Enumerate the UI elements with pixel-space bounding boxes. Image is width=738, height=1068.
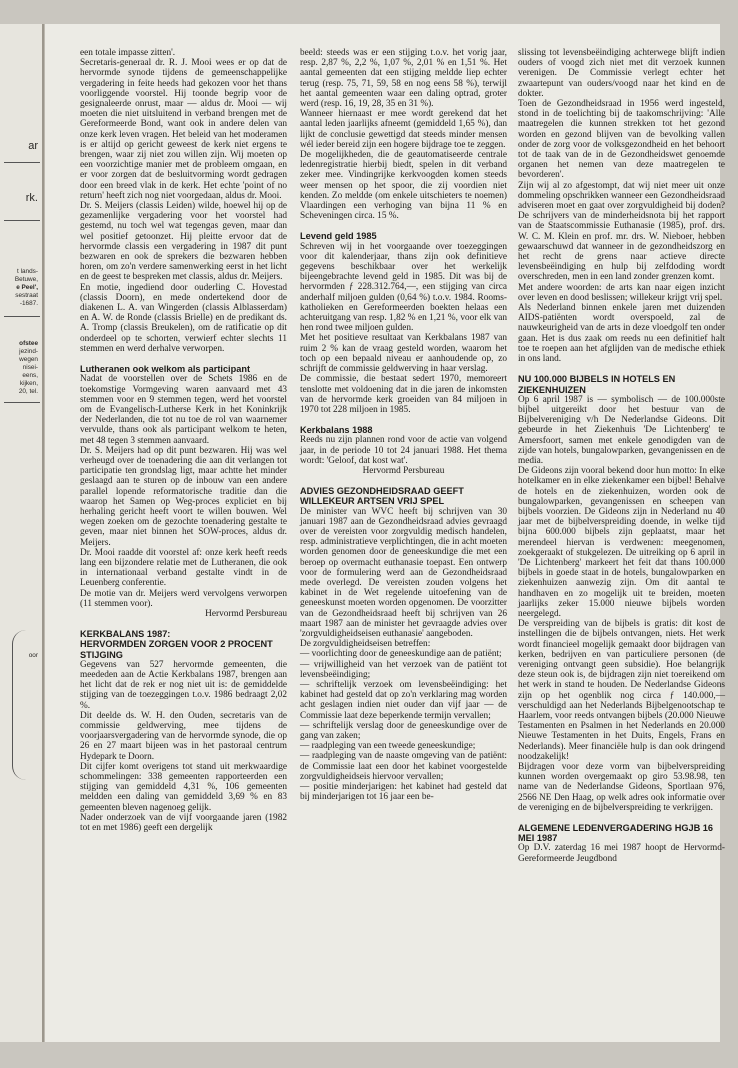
margin-bracket	[12, 630, 38, 780]
column-3	[518, 48, 725, 864]
paragraph: Schreven wij in het voorgaande over toezeggingen voor dit kalenderjaar, thans zijn ook definitieve gegevens beschikbaar over het werkelijk bijeengebrachte levend geld in 1985. Dit was bij de hervormden ƒ 228.312.764,—, een stijging van circa anderhalf miljoen gulden (0,64 %) t.o.v. 1984. Rooms-katholieken en Gereformeerden boekten helaas een achteruitgang van resp. 1,82 % en 1,21 %, voor elk van hen rond twee miljoen gulden.	[300, 241, 507, 334]
paragraph: Nader onderzoek van de vijf voorgaande jaren (1982 tot en met 1986) geeft een dergelijk	[80, 812, 287, 834]
paragraph: Dit cijfer komt overigens tot stand uit merkwaardige schommelingen: 338 gemeenten rapporteerden een stijging van gemiddeld 4,31 %, 106 gemeenten meldden een daling van gemiddeld 3,69 % en 83 gemeenten bleven nagenoeg gelijk.	[80, 761, 287, 813]
paragraph: Als Nederland binnen enkele jaren met duizenden AIDS-patiënten wordt overspoeld, zal de nauwkeurigheid van de arts in deze vloedgolf ten onder gaan. Het is dus zaak om reeds nu een definitief halt toe te roepen aan het afglijden van de medische ethiek in ons land.	[518, 303, 725, 365]
paragraph: Gegevens van 527 hervormde gemeenten, die meededen aan de Actie Kerkbalans 1987, brengen aan het licht dat de rek er nog niet uit is: de gemiddelde stijging van de toezeggingen t.o.v. 1986 bedraagt 2,02 %.	[80, 659, 287, 711]
paragraph: De zorgvuldigheidseisen betreffen:	[300, 639, 431, 650]
section-heading: ADVIES GEZONDHEIDSRAAD GEEFT WILLEKEUR ARTSEN VRIJ SPEL	[300, 486, 464, 507]
section-heading: Lutheranen ook welkom als participant	[80, 364, 251, 375]
paragraph: Reeds nu zijn plannen rond voor de actie van volgend jaar, in de periode 10 tot 24 januari 1988. Het thema wordt: 'Geloof, dat kost wat'.	[300, 435, 507, 466]
paragraph: De verspreiding van de bijbels is gratis: dit kost de instellingen die de bijbels ontvangen, niets. Het werk wordt financieel mogelijk gemaakt door bijdragen van kerken, bedrijven en van particuliere personen (de vereniging ontvangt geen subsidie). Hoe belangrijk deze steun ook is, de bijdragen zijn niet toereikend om het werk in stand te houden. De Nederlandse Gideons zijn op het ogenblik nog circa ƒ 140.000,— verschuldigd aan het Nederlands Bijbelgenootschap te Haarlem, voor reeds ontvangen bijbels (20.000 Nieuwe Testamenten en Psalmen in het Nederlands en 20.000 Nieuwe Testamenten in het Duits, Engels, Frans en Nederlands). Meer financiële hulp is dan ook dringend noodzakelijk!	[518, 619, 725, 762]
list-item: — raadpleging van een tweede geneeskundige;	[300, 741, 476, 752]
margin-fragment: rk.	[25, 192, 38, 204]
paragraph: slissing tot levensbeëindiging achterwege blijft indien ouders of voogd zich niet met dit verzoek kunnen verenigen. De Commissie verlegt echter het zwaartepunt van ouders/voogd naar het kind en de dokter.	[518, 48, 725, 99]
paragraph: Zijn wij al zo afgestompt, dat wij niet meer uit onze dommeling opschrikken wanneer een Gezondheidsraad adviseren moet en gaat over zorgvuldigheid bij doden? De schrijvers van de minderheidsnota bij het rapport van de Staatscommissie Euthanasie (1985), prof. drs. W. C. M. Klein en prof. mr. drs. W. Nieboer, hebben gewaarschuwd dat wanneer in de gezondheidszorg en het recht de grens naar actieve directe levensbeëindiging en hulp bij zelfdoding wordt overschreden, men in een land zonder grenzen komt.	[518, 180, 725, 283]
margin-fragment: t lands-	[17, 268, 38, 275]
list-item: — positie minderjarigen: het kabinet had gesteld dat bij minderjarigen tot 16 jaar een be-	[300, 782, 507, 803]
column-1	[80, 48, 287, 833]
paragraph: Wanneer hiernaast er mee wordt gerekend dat het aantal leden jaarlijks afneemt (gemiddeld 1,65 %), dan lijkt de conclusie gewettigd dat steeds minder mensen wél ieder bereid zijn een hogere bijdrage toe te zeggen.	[300, 109, 507, 150]
paragraph: Secretaris-generaal dr. R. J. Mooi wees er op dat de hervormde synode tijdens de gemeenschappelijke vergadering in feite heeds had gekozen voor het thans voorliggende voorstel. Hij toonde begrip voor de gesignaleerde onrust, maar — aldus dr. Mooi — wij moeten die niet uitsluitend in verband brengen met de Gereformeerde Bond, want ook in andere delen van onze kerk leven vragen. Het beleid van het moderamen is er altijd op gericht geweest de kerk niet ergens te brengen, waar zij niet zou willen zijn. Wij moeten op een voorzichtige manier met de probleem omgaan, en er voor zorgen dat de besluitvorming wordt gedragen door een breed vlak in de kerk. Het echte 'point of no return' heeft zich nog niet voorgedaan, aldus dr. Mooi.	[80, 58, 287, 201]
margin-fragment: e Peel',	[16, 284, 38, 291]
margin-rule	[4, 402, 40, 403]
section-heading: Kerkbalans 1988	[300, 425, 373, 436]
paragraph: Dr. Mooi raadde dit voorstel af: onze kerk heeft reeds lang een bijzondere relatie met de Lutheranen, die ook in internationaal verband gestalte vindt in de Leuenberg conferentie.	[80, 547, 287, 589]
paragraph: Toen de Gezondheidsraad in 1956 werd ingesteld, stond in de toelichting bij de taakomschrijving: 'Alle maatregelen die kunnen strekken tot het gezond worden en gezond blijven van de bevolking vallen onder de zorg voor de volksgezondheid en het behoort tot de taak van de in de Gezondheidswet genoemde organen het nemen van deze maatregelen te bevorderen'.	[518, 99, 725, 181]
paragraph: En motie, ingediend door ouderling C. Hovestad (classis Doorn), en mede ondertekend door de diakenen L. A. van Wingerden (classis Alblasserdam) en A. W. de Ronde (classis Brielle) en de predikant ds. A. Tromp (classis Breukelen), om de ratificatie op dit onderdeel op te schorten, verwierf echter slechts 11 stemmen en werd derhalve verworpen.	[80, 282, 287, 354]
paragraph: Met andere woorden: de arts kan naar eigen inzicht over leven en dood beslissen; willekeur krijgt vrij spel.	[518, 282, 725, 303]
margin-fragment: 20, tel.	[18, 388, 38, 395]
paragraph: De Gideons zijn vooral bekend door hun motto: In elke hotelkamer en in elke ziekenkamer een bijbel! Behalve de hotels en de ziekenhuizen, worden ook de bungalowparken, gevangenissen en scheepen van bijbels voorzien. De Gideons zijn in Nederland nu 40 jaar met de bijbelverspreiding doende, in welke tijd bijna 600.000 bijbels zijn geplaatst, maar het merendeel hiervan is verdwenen: meegenomen, zoekgeraakt of stukgelezen. De uitreiking op 6 april in 'De Lichtenberg' markeert het feit dat thans 100.000 bijbels in goede staat in de hotels, bungalowparken en ziekenhuizen aanwezig zijn. Om dit aantal te handhaven en zo mogelijk uit te breiden, moeten jaarlijks zeker 15.000 nieuwe bijbels worden neergelegd.	[518, 466, 725, 619]
margin-fragment: eens,	[22, 372, 38, 379]
list-item: — raadpleging van de naaste omgeving van de patiënt: de Commissie laat een door het kabinet voorgestelde zorgvuldigheidseis hiervoor vervallen;	[300, 751, 507, 782]
paragraph: De mogelijkheden, die de geautomatiseerde centrale ledenregistratie hierbij biedt, spelen in dit verband zeker mee. Vindingrijke kerkvoogden komen steeds weer mensen op het spoor, die zij voordien niet kenden. Zo meldde (om enkele uitschieters te noemen) Vlaardingen een verhoging van bijna 11 % en Scheveningen circa. 15 %.	[300, 150, 507, 222]
section-heading: KERKBALANS 1987:	[80, 629, 171, 640]
margin-fragment: -1687.	[19, 300, 38, 307]
list-item: — voorlichting door de geneeskundige aan de patiënt;	[300, 649, 502, 660]
paragraph: Op 6 april 1987 is — symbolisch — de 100.000ste bijbel uitgereikt door het bestuur van de Bijbelvereniging v/h De Nederlandse Gideons. Dit gebeurde in het Ziekenhuis 'De Lichtenberg' te Amersfoort, samen met enkele genodigden van de zijde van hotels, bungalowparken, gevangenissen en de media.	[518, 394, 725, 466]
margin-fragment: oor	[28, 652, 38, 659]
margin-fragment: ofstee	[19, 340, 38, 347]
paragraph: Dr. S. Meijers had op dit punt bezwaren. Hij was wel verheugd over de toenadering die aan dit verlangen tot participatie ten grondslag ligt, maar achtte het minder geslaagd aan te sturen op de inbouw van een andere parallel lopende reformatorische traditie dan die waarop het Samen op Weg-proces expliciet en bij herhaling gericht heeft voort te willen bouwen. Wel wegen zoeken om de gezochte toenadering gestalte te geven, maar niet binnen het SOW-proces, aldus dr. Meijers.	[80, 445, 287, 548]
margin-fragment: Betuwe,	[14, 276, 38, 283]
paragraph: beeld: steeds was er een stijging t.o.v. het vorig jaar, resp. 2,87 %, 2,2 %, 1,07 %, 2,01 % en 1,51 %. Het aantal gemeenten dat een stijging meldde liep echter terug (resp. 75, 71, 59, 58 en nog eens 58 %), terwijl het aantal gemeenten waar een daling optrad, groter werd (resp. 16, 19, 28, 35 en 31 %).	[300, 48, 507, 110]
paragraph: De commissie, die bestaat sedert 1970, memoreert tenslotte met voldoening dat in die jaren de inkomsten van de hervormde kerk groeiden van 84 miljoen in 1970 tot 228 miljoen in 1985.	[300, 374, 507, 415]
paragraph: een totale impasse zitten'.	[80, 48, 176, 58]
paragraph: Nadat de voorstellen over de Schets 1986 en de toekomstige Vormgeving waren aanvaard met 43 stemmen voor en 9 stemmen tegen, werd het voorstel om de Evangelisch-Lutherse Kerk in het Koninkrijk der Nederlanden, die tot nu toe de rol van waarnemer vervulde, thans ook als participant welkom te heten, met 48 tegen 3 stemmen aanvaard.	[80, 374, 287, 446]
margin-fragment: nisei-	[22, 364, 38, 371]
paragraph: Op D.V. zaterdag 16 mei 1987 hoopt de Hervormd-Gereformeerde Jeugdbond	[518, 843, 725, 864]
list-item: — schriftelijk verzoek om levensbeëindiging: het kabinet had gesteld dat op zo'n verklaring mag worden acht geslagen indien niet ouder dan vijf jaar — de Commissie laat deze beperkende termijn vervallen;	[300, 679, 507, 721]
list-item: — schriftelijk verslag door de geneeskundige over de gang van zaken;	[300, 720, 507, 741]
paragraph: Dr. S. Meijers (classis Leiden) wilde, hoewel hij op de gezamenlijke vergadering voor het voorstel had gestemd, nu toch wel wat tegengas geven, maar dan wel positief getoonzet. Hij pleitte ervoor dat de hervormde classis een vergadering in 1987 dit punt bezwaren en ook de sprekers die bezwaren hebben horen, om zo'n verdere samenwerking eerst in het licht en de geest te bespreken met classis, aldus dr. Meijers.	[80, 201, 287, 283]
paragraph: Bijdragen voor deze vorm van bijbelverspreiding kunnen worden overgemaakt op giro 53.98.98, ten name van de Nederlandse Gideons, Sportlaan 976, 2566 NE Den Haag, op welk adres ook informatie over de vereniging en de bijbelverspreiding te verkrijgen.	[518, 762, 725, 813]
margin-fragment: jezind-	[19, 348, 38, 355]
section-heading: HERVORMDEN ZORGEN VOOR 2 PROCENT STIJGING	[80, 639, 273, 660]
section-heading: NU 100.000 BIJBELS IN HOTELS EN ZIEKENHUIZEN	[518, 374, 676, 395]
byline: Hervormd Persbureau	[205, 608, 287, 619]
column-2	[300, 48, 507, 802]
margin-fragment: ar	[28, 140, 38, 152]
section-heading: Levend geld 1985	[300, 231, 377, 242]
margin-fragment: sestraat	[15, 292, 38, 299]
left-page-strip	[0, 24, 44, 1042]
paragraph: Met het positieve resultaat van Kerkbalans 1987 van ruim 2 % kan de vraag gesteld worden, waarom het toch op een bepaald niveau er aanhoudende op, zo schrijft de commissie geldwerving in haar verslag.	[300, 333, 507, 375]
paragraph: De minister van WVC heeft bij schrijven van 30 januari 1987 aan de Gezondheidsraad advies gevraagd over de vereisten voor zorgvuldig medisch handelen, resp. administratieve verplichtingen, die in acht moeten worden genomen door de geneeskundige die met een beroep op overmacht euthanasie toepast. Een ontwerp voor de formulering werd aan de Gezondheidsraad mede overlegd. De vereisten zouden volgens het kabinet in de Wet regelende uitoefening van de geneeskunst moeten worden opgenomen. De voorzitter van de Gezondheidsraad heeft bij schrijven van 26 maart 1987 aan de minister het gevraagde advies over 'zorgvuldigheidseisen euthanasie' aangeboden.	[300, 506, 507, 639]
margin-fragment: kijken,	[19, 380, 38, 387]
list-item: — vrijwilligheid van het verzoek van de patiënt tot levensbeëindiging;	[300, 659, 507, 680]
margin-rule	[4, 316, 40, 317]
byline: Hervormd Persbureau	[362, 465, 445, 476]
margin-fragment: wegen	[19, 356, 38, 363]
paragraph: Dit deelde ds. W. H. den Ouden, secretaris van de commissie geldwerving, mee tijdens de voorjaarsvergadering van de hervormde synode, die op 26 en 27 maart bijeen was in het pastoraal centrum Hydepark te Doorn.	[80, 710, 287, 762]
margin-rule	[4, 162, 40, 163]
section-heading: ALGEMENE LEDENVERGADERING HGJB 16 MEI 1987	[518, 823, 714, 844]
paragraph: De motie van dr. Meijers werd vervolgens verworpen (11 stemmen voor).	[80, 588, 287, 609]
margin-rule	[4, 220, 40, 221]
